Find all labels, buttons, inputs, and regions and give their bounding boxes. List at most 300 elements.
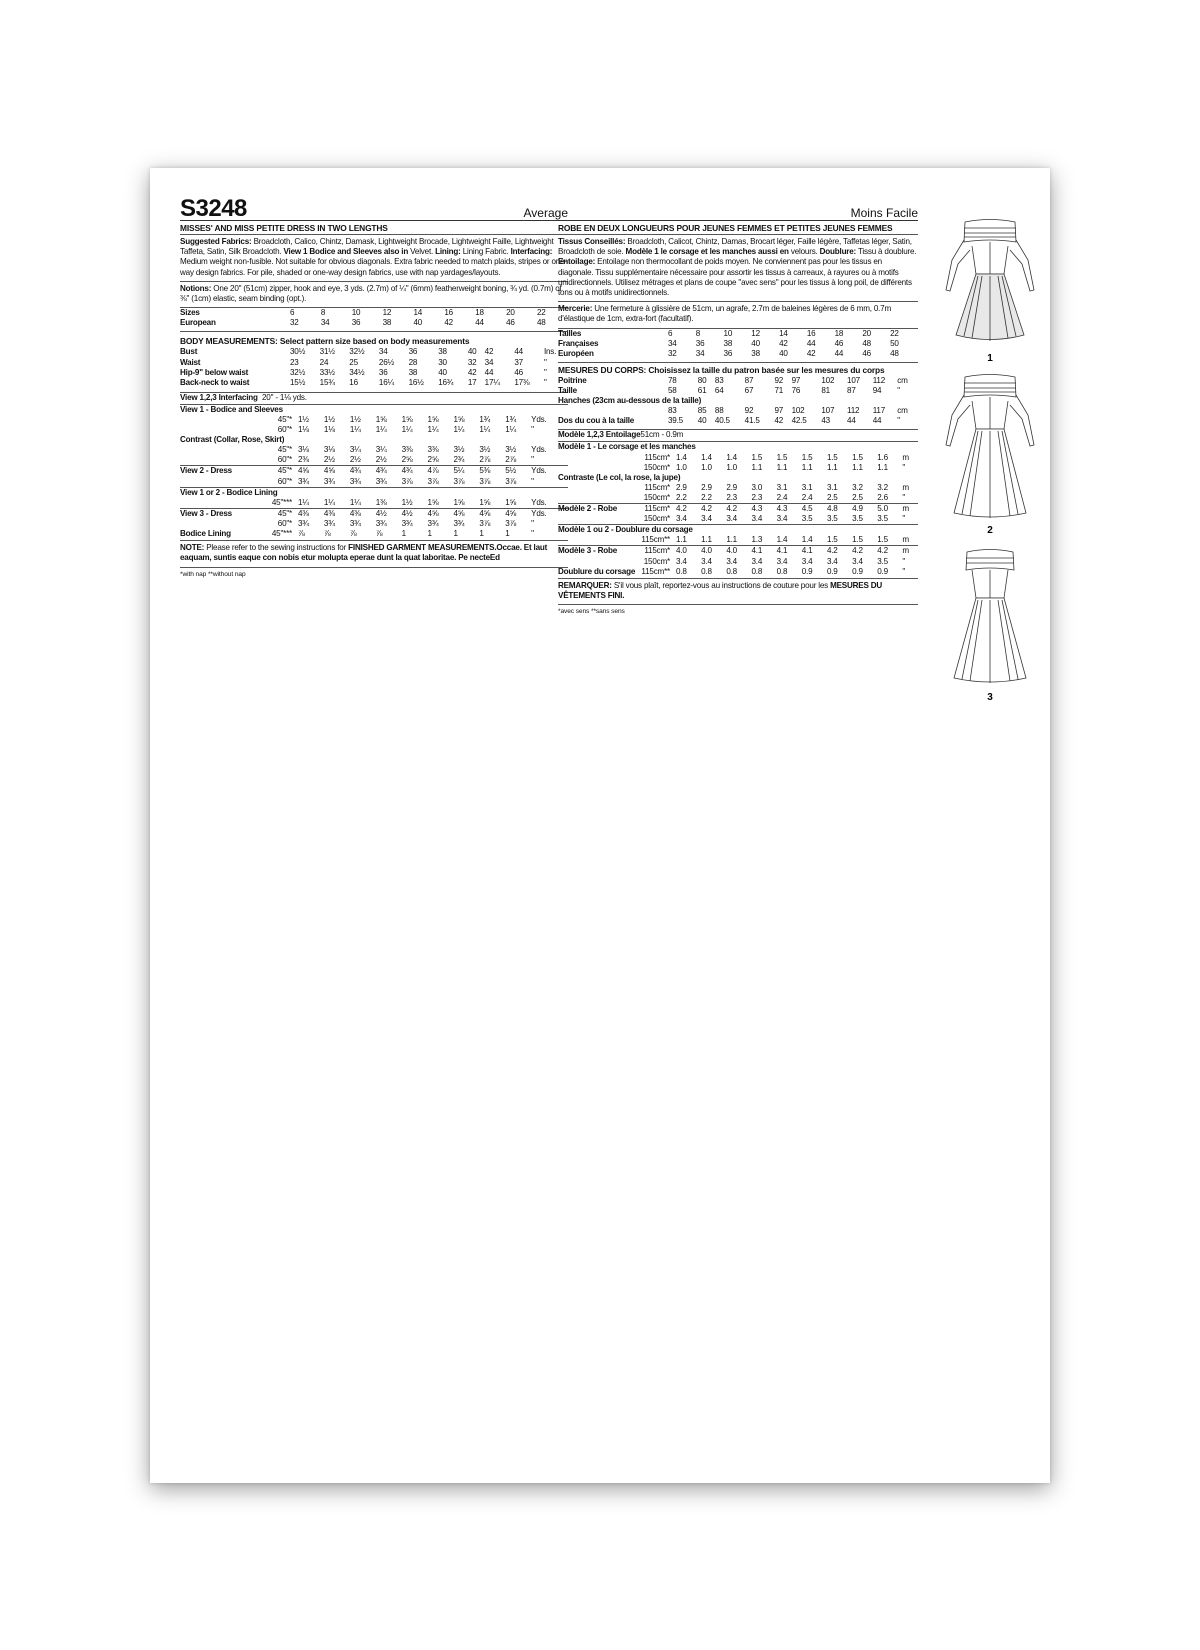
yardage-row — [180, 508, 568, 519]
cell-value: 14 — [779, 328, 788, 338]
cell-value: 2⅜ — [298, 455, 309, 465]
cell-value: 1¼ — [323, 497, 335, 507]
cell-value: 2.9 — [701, 482, 712, 492]
cell-value: 3.4 — [852, 556, 863, 566]
cell-value: 1.6 — [877, 452, 888, 462]
cell-value: 2⅝ — [427, 455, 439, 465]
cell-value: 3¾ — [375, 476, 387, 486]
cell-value: 2½ — [375, 455, 387, 465]
cell-value: 2.2 — [701, 492, 712, 502]
cell-value: 1.5 — [852, 452, 863, 462]
cell-value: 4⅝ — [479, 508, 505, 519]
cell-value: 32 — [290, 318, 299, 328]
cell-value: 42 — [444, 318, 453, 328]
cell-value: 4¾ — [350, 466, 376, 477]
cell-value: 1⅝ — [453, 497, 465, 507]
cell-value: 3½ — [505, 445, 517, 455]
cell-value: 42 — [774, 416, 784, 426]
cell-value: 40 — [779, 348, 788, 358]
cell-value: 3.4 — [676, 514, 687, 524]
yardage-row — [558, 546, 918, 557]
cell-value: 3.4 — [751, 514, 763, 524]
cell-value: 3.4 — [701, 556, 712, 566]
cell-value: 0.9 — [826, 566, 838, 576]
cell-value: 3½ — [453, 445, 465, 455]
view-3-sketch — [954, 550, 1026, 684]
cell-unit: Yds. — [531, 445, 547, 455]
cell-value: 58 — [668, 386, 677, 395]
cell-unit: " — [543, 377, 547, 387]
fabric-width: 60"* — [277, 425, 292, 435]
cell-value: 18 — [475, 308, 484, 318]
cell-value: 38 — [438, 347, 447, 357]
yardage-heading: Contraste (Le col, la rose, la jupe) — [558, 472, 681, 482]
yardage-row-label — [180, 455, 262, 466]
yardage-heading-row — [180, 435, 568, 445]
cell-value: 1.4 — [701, 452, 712, 462]
cell-value: 80 — [697, 375, 707, 385]
cell-value: 3.4 — [776, 556, 788, 566]
cell-value: 0.9 — [801, 566, 813, 576]
cell-unit: " — [531, 455, 534, 465]
yardage-row-label — [558, 514, 640, 525]
cell-value: 3¾ — [323, 518, 335, 528]
cell-value: 32 — [668, 348, 677, 358]
cell-value: 44 — [806, 338, 816, 348]
cell-value: 4.3 — [751, 504, 776, 515]
sizes-table — [180, 308, 568, 328]
cell-value: 2⅝ — [401, 455, 413, 465]
yardage-row-label — [558, 453, 640, 463]
row-label: Européen — [558, 348, 594, 358]
cell-value: 1⅝ — [427, 497, 439, 507]
cell-value: 1.5 — [801, 452, 813, 462]
figure-label-3: 3 — [987, 692, 993, 703]
cell-value: 1.1 — [776, 462, 788, 472]
cell-unit: " — [543, 357, 547, 367]
table-row — [180, 368, 568, 378]
cell-value: 112 — [847, 406, 860, 416]
cell-value: 14 — [413, 308, 423, 318]
cell-value: 42.5 — [791, 416, 807, 426]
cell-value: 42 — [779, 338, 788, 348]
row-label: Françaises — [558, 338, 599, 348]
cell-value: 42 — [467, 367, 477, 377]
view-illustrations — [940, 220, 1040, 703]
cell-value: 97 — [774, 406, 784, 416]
cell-value: 36 — [351, 318, 361, 328]
pattern-code: S3248 — [180, 195, 247, 222]
view-2-sketch — [946, 375, 1034, 519]
cell-value: 40.5 — [714, 416, 730, 426]
cell-value: 4.2 — [726, 504, 751, 515]
yardage-heading: Contrast (Collar, Rose, Skirt) — [180, 435, 285, 445]
fabric-width: 60"* — [277, 518, 292, 528]
cell-value: 2.3 — [751, 492, 763, 502]
cell-value: 4.3 — [777, 504, 802, 515]
cell-value: 4⅜ — [298, 508, 324, 519]
cell-value: 4.5 — [802, 504, 827, 515]
cell-value: 42 — [806, 348, 816, 358]
table-row — [558, 416, 918, 426]
figure-label-1: 1 — [987, 353, 993, 364]
cell-value: 46 — [514, 367, 523, 377]
cell-value: 3⅛ — [323, 445, 335, 455]
table-row — [558, 396, 918, 406]
cell-value: 3⅜ — [427, 445, 439, 455]
cell-value: 1 — [401, 529, 406, 538]
cell-value: 16 — [444, 308, 453, 318]
cell-unit: Yds. — [531, 508, 568, 519]
cell-value: 32½ — [349, 347, 365, 357]
body-measurements-heading: BODY MEASUREMENTS: Select pattern size based on body measurements — [180, 336, 470, 347]
footnote-fr: *avec sens **sans sens — [558, 604, 918, 615]
cell-value: 1⅝ — [505, 497, 517, 507]
cell-value: 0.8 — [726, 566, 737, 576]
cell-value: 2.9 — [676, 482, 687, 492]
cell-value: 3.4 — [726, 514, 737, 524]
cell-value: 3¾ — [349, 518, 361, 528]
yardage-row-label: Modèle 2 - Robe — [558, 504, 640, 515]
cell-value: 4.0 — [676, 546, 701, 557]
yardage-row — [558, 557, 918, 567]
cell-value: 71 — [774, 386, 784, 395]
cell-value: 1½ — [401, 497, 413, 507]
cell-value: 40 — [751, 338, 760, 348]
cell-value: 12 — [751, 328, 760, 338]
yardage-table-fr — [558, 442, 918, 576]
cell-unit: cm — [897, 375, 908, 385]
cell-value: 17¼ — [484, 377, 500, 387]
cell-value: 1.1 — [801, 462, 813, 472]
cell-value: 1.1 — [826, 462, 838, 472]
fabric-width: 115cm* — [644, 452, 670, 462]
cell-value: 3⅞ — [401, 476, 413, 486]
cell-unit: Yds. — [531, 466, 568, 477]
cell-value: 83 — [668, 406, 677, 416]
cell-value: 15½ — [290, 377, 306, 387]
table-row — [558, 406, 918, 416]
yardage-row — [180, 455, 568, 466]
cell-value: 2¾ — [453, 455, 465, 465]
cell-value: 4⅝ — [505, 508, 531, 519]
cell-value: 1¼ — [427, 425, 439, 435]
yardage-heading: View 1 or 2 - Bodice Lining — [180, 487, 568, 498]
cell-value: 1.4 — [726, 452, 737, 462]
cell-value: 31½ — [319, 347, 335, 357]
cell-value: 3¾ — [298, 476, 309, 486]
fabric-width: 60"* — [277, 455, 292, 465]
cell-value: 1.4 — [676, 452, 687, 462]
english-column — [180, 195, 568, 578]
yardage-row-label — [180, 519, 262, 529]
cell-value: 3.4 — [676, 556, 687, 566]
yardage-row — [558, 504, 918, 515]
cell-value: 1⅝ — [401, 414, 413, 424]
cell-value: 20 — [862, 328, 871, 338]
yardage-row-label — [558, 463, 640, 473]
cell-value: 2.4 — [801, 492, 813, 502]
cell-value: 44 — [847, 416, 856, 426]
cell-value: 1.5 — [877, 535, 888, 545]
table-row — [180, 318, 568, 328]
cell-value: 4.2 — [701, 504, 726, 515]
row-label: European — [180, 318, 216, 328]
cell-value: 97 — [791, 375, 801, 385]
fabric-width: 45"* — [262, 466, 298, 477]
table-row — [180, 378, 568, 388]
cell-unit: Ins. — [543, 347, 557, 357]
fabrics-paragraph: Suggested Fabrics: Broadcloth, Calico, Chintz, Damask, Lightweight Brocade, Lightweight Faille, Lightweight Taffeta, Satin, Silk Broadcloth. View 1 Bodice and Sleeves also in Velvet. Lining: Lining Fabric. Interfacing: Medium weight non-fusible. Not suitable for obvious diagonals. Extra fabric needed to match plaids, stripes or one-way design fabrics. For pile, shaded or one-way design fabrics, use with nap yardages/layouts. — [180, 237, 567, 277]
cell-value: 3.4 — [801, 556, 813, 566]
yardage-row-label — [180, 498, 262, 509]
cell-value: 3⅞ — [505, 476, 517, 486]
cell-value: 112 — [872, 375, 886, 385]
cell-value: 38 — [408, 367, 418, 377]
yardage-row-label — [558, 557, 640, 567]
cell-value: 81 — [821, 386, 830, 395]
row-label: Taille — [558, 386, 577, 395]
cell-unit: " — [902, 556, 906, 566]
cell-unit: " — [531, 476, 534, 486]
table-row — [180, 308, 568, 318]
cell-value: 41.5 — [744, 416, 760, 426]
cell-unit: m — [902, 482, 909, 492]
cell-value: 3.1 — [776, 482, 788, 492]
cell-value: 1⅝ — [479, 497, 491, 507]
cell-value: 87 — [847, 386, 856, 395]
yardage-row — [558, 567, 918, 577]
cell-unit: " — [902, 492, 906, 502]
cell-value: 1¼ — [479, 425, 491, 435]
cell-value: 3.4 — [751, 556, 763, 566]
cell-value: 12 — [382, 308, 392, 318]
cell-value: 1.5 — [776, 452, 788, 462]
cell-value: 1¼ — [349, 497, 361, 507]
cell-unit: " — [531, 529, 534, 538]
yardage-row-label — [558, 493, 640, 504]
cell-value: 1¼ — [298, 497, 309, 507]
cell-value: 1¼ — [401, 425, 413, 435]
cell-value: 1.1 — [852, 462, 863, 472]
cell-value: 37 — [514, 357, 523, 367]
cell-unit: " — [902, 462, 906, 472]
cell-value: 107 — [847, 375, 860, 385]
cell-value: 8 — [320, 308, 326, 318]
cell-value: 1 — [453, 529, 458, 538]
cell-value: 0.8 — [751, 566, 763, 576]
cell-value: 1 — [479, 529, 484, 538]
cell-value: 2.4 — [776, 492, 788, 502]
cell-value: ⅞ — [375, 529, 383, 538]
cell-value: 1.4 — [801, 535, 813, 545]
cell-value: 6 — [290, 308, 295, 318]
cell-value: 34 — [668, 338, 677, 348]
fabric-width: 150cm* — [643, 514, 670, 524]
yardage-row-label — [180, 415, 262, 425]
body-measurements-table-fr — [558, 376, 918, 426]
note-paragraph: NOTE: Please refer to the sewing instructions for FINISHED GARMENT MEASUREMENTS.Occae. Et laut eaquam, suntis eaque con nobis etur molupta eperae dunt la quat laboritae. Pe necteEd — [180, 543, 548, 563]
yardage-row — [180, 445, 568, 455]
row-label: Dos du cou à la taille — [558, 416, 635, 426]
cell-value: 1.1 — [701, 535, 712, 545]
cell-value: 1.1 — [726, 535, 737, 545]
cell-value: 3⅞ — [479, 518, 491, 528]
footnote: *with nap **without nap — [180, 567, 568, 578]
yardage-heading: Modèle 1 - Le corsage et les manches — [558, 442, 696, 452]
cell-value: 1⅜ — [375, 497, 387, 507]
cell-value: 48 — [862, 338, 871, 348]
cell-value: 3¾ — [401, 518, 413, 528]
cell-value: 32½ — [290, 367, 306, 377]
cell-value: 40 — [467, 347, 477, 357]
cell-unit: m — [902, 535, 909, 545]
yardage-heading-row — [558, 525, 918, 536]
yardage-row — [180, 498, 568, 509]
fabric-width: 115cm** — [641, 535, 670, 545]
cell-value: 3¼ — [375, 445, 387, 455]
cell-value: 4⅜ — [324, 508, 350, 519]
yardage-row — [558, 453, 918, 463]
yardage-row — [180, 529, 568, 539]
yardage-row — [558, 535, 918, 546]
cell-value: 1 — [505, 529, 510, 538]
cell-value: 117 — [872, 406, 886, 416]
yardage-row — [558, 493, 918, 504]
table-row — [180, 358, 568, 368]
cell-value: 36 — [408, 347, 418, 357]
figure-label-2: 2 — [987, 525, 993, 536]
row-label: Hanches (23cm au-dessous de la taille) — [558, 396, 702, 406]
cell-value: 85 — [697, 406, 707, 416]
cell-value: 4.2 — [877, 546, 902, 557]
fabrics-paragraph-fr: Tissus Conseillés: Broadcloth, Calicot, Chintz, Damas, Brocart léger, Faille légère, Taffetas léger, Satin, Broadcloth de soie. Modèle 1 le corsage et les manches aussi en velours. Doublure: Tissu à doublure. Entoilage: Entoilage non thermocollant de poids moyen. Ne conviennent pas pour les tissus en diagonale. Tissu supplémentaire nécessaire pour assortir les tissus à carreaux, à rayures ou à motifs unidirectionnels. Utilisez métrages et plans de coupe "avec sens" pour les tissus à long poil, de différents tons ou à motifs unidirectionnels. — [558, 237, 917, 298]
fabric-width: 60"* — [277, 476, 292, 486]
cell-value: 1⅛ — [323, 425, 335, 435]
row-label: Bust — [180, 347, 198, 357]
cell-value: 87 — [744, 375, 754, 385]
cell-value: 4½ — [402, 508, 428, 519]
cell-value: 1⅝ — [375, 414, 387, 424]
row-label: Poitrine — [558, 375, 587, 385]
cell-value: 4¾ — [376, 466, 402, 477]
cell-value: 3¾ — [375, 518, 387, 528]
yardage-row-label — [180, 477, 262, 488]
cell-value: 3¾ — [323, 476, 335, 486]
yardage-row-label — [180, 445, 262, 455]
cell-unit: " — [897, 386, 900, 395]
cell-value: 34 — [378, 347, 388, 357]
fabric-width: 115cm* — [640, 546, 676, 557]
difficulty-level-fr: Moins Facile — [850, 206, 918, 220]
cell-unit: Yds. — [531, 414, 547, 424]
cell-value: 3⅞ — [453, 476, 465, 486]
cell-value: 3.1 — [801, 482, 813, 492]
cell-unit: m — [902, 504, 918, 515]
interfacing-row: View 1,2,3 Interfacing 20" - 1⅛ yds. — [180, 392, 307, 402]
body-measurements-heading-fr: MESURES DU CORPS: Choisissez la taille du patron basée sur les mesures du corps — [558, 364, 885, 375]
yardage-heading-row — [180, 487, 568, 498]
cell-value: 34 — [320, 318, 330, 328]
cell-value: 1⅝ — [453, 414, 465, 424]
yardage-row-label: Bodice Lining — [180, 529, 231, 538]
cell-value: 4.9 — [852, 504, 877, 515]
cell-value: 61 — [697, 386, 707, 395]
difficulty-level: Average — [523, 206, 568, 220]
cell-value: 2.5 — [826, 492, 838, 502]
cell-value: 64 — [714, 386, 724, 395]
cell-value: 67 — [744, 386, 754, 395]
yardage-row-label — [558, 535, 640, 546]
cell-value: 1.0 — [676, 462, 687, 472]
cell-value: 4⅝ — [453, 508, 479, 519]
cell-value: 0.8 — [776, 566, 788, 576]
cell-value: 16¼ — [378, 377, 395, 387]
table-row — [558, 376, 918, 386]
cell-value: 4.1 — [802, 546, 827, 557]
cell-value: 5⅜ — [479, 466, 505, 477]
cell-value: 16 — [806, 328, 816, 338]
cell-value: 2½ — [323, 455, 335, 465]
row-label: Waist — [180, 357, 201, 367]
cell-value: 43 — [821, 416, 830, 426]
cell-value: 3.5 — [826, 514, 838, 524]
fabric-width: 45"* — [277, 414, 292, 424]
table-row — [558, 349, 918, 359]
cell-value: 38 — [382, 318, 392, 328]
cell-unit: " — [531, 425, 534, 435]
cell-value: 42 — [484, 347, 494, 357]
cell-value: 3⅛ — [298, 445, 309, 455]
cell-value: 4¾ — [402, 466, 428, 477]
notions-paragraph: Notions: One 20" (51cm) zipper, hook and eye, 3 yds. (2.7m) of ¼" (6mm) featherweight boning, ¾ yd. (0.7m) of ⅜" (1cm) elastic, seam binding (opt.). — [180, 283, 562, 304]
cell-value: 44 — [834, 348, 844, 358]
cell-value: 1.5 — [751, 452, 763, 462]
fabric-width: 150cm* — [643, 462, 670, 472]
cell-value: 1.1 — [676, 535, 687, 545]
cell-value: 3¼ — [349, 445, 361, 455]
cell-value: 4.0 — [726, 546, 751, 557]
fabric-width: 45"* — [277, 445, 292, 455]
cell-value: 102 — [821, 375, 835, 385]
body-measurements-table — [180, 347, 568, 387]
cell-value: 38 — [723, 338, 733, 348]
yardage-row — [180, 477, 568, 488]
cell-value: 40 — [438, 367, 447, 377]
cell-value: 2.2 — [676, 492, 687, 502]
cell-value: 2.6 — [877, 492, 888, 502]
yardage-heading: Modèle 1 ou 2 - Doublure du corsage — [558, 525, 918, 536]
note-paragraph-fr: REMARQUER: S'il vous plaît, reportez-vous au instructions de couture pour les MESURES DU VÊTEMENTS FINI. — [558, 580, 883, 600]
cell-value: ⅞ — [349, 529, 357, 538]
cell-value: 3¾ — [298, 518, 309, 528]
cell-value: 36 — [723, 348, 733, 358]
cell-value: 28 — [408, 357, 418, 367]
cell-value: 39.5 — [668, 416, 683, 426]
cell-value: 3.2 — [877, 482, 888, 492]
cell-value: 46 — [834, 338, 844, 348]
cell-value: 3⅞ — [479, 476, 491, 486]
yardage-row — [180, 425, 568, 435]
cell-value: 1¾ — [505, 414, 517, 424]
cell-value: 22 — [537, 308, 546, 318]
row-label: Hip-9" below waist — [180, 367, 249, 377]
cell-value: 4.1 — [751, 546, 776, 557]
cell-value: 24 — [319, 357, 329, 367]
notions-paragraph-fr: Mercerie: Une fermeture à glissière de 51cm, un agrafe, 2.7m de baleines légères de 6 mm, 0.7m d'élastique de 1cm, extra-fort (facultatif). — [558, 304, 892, 324]
cell-value: 30 — [438, 357, 447, 367]
cell-value: 1½ — [298, 414, 309, 424]
